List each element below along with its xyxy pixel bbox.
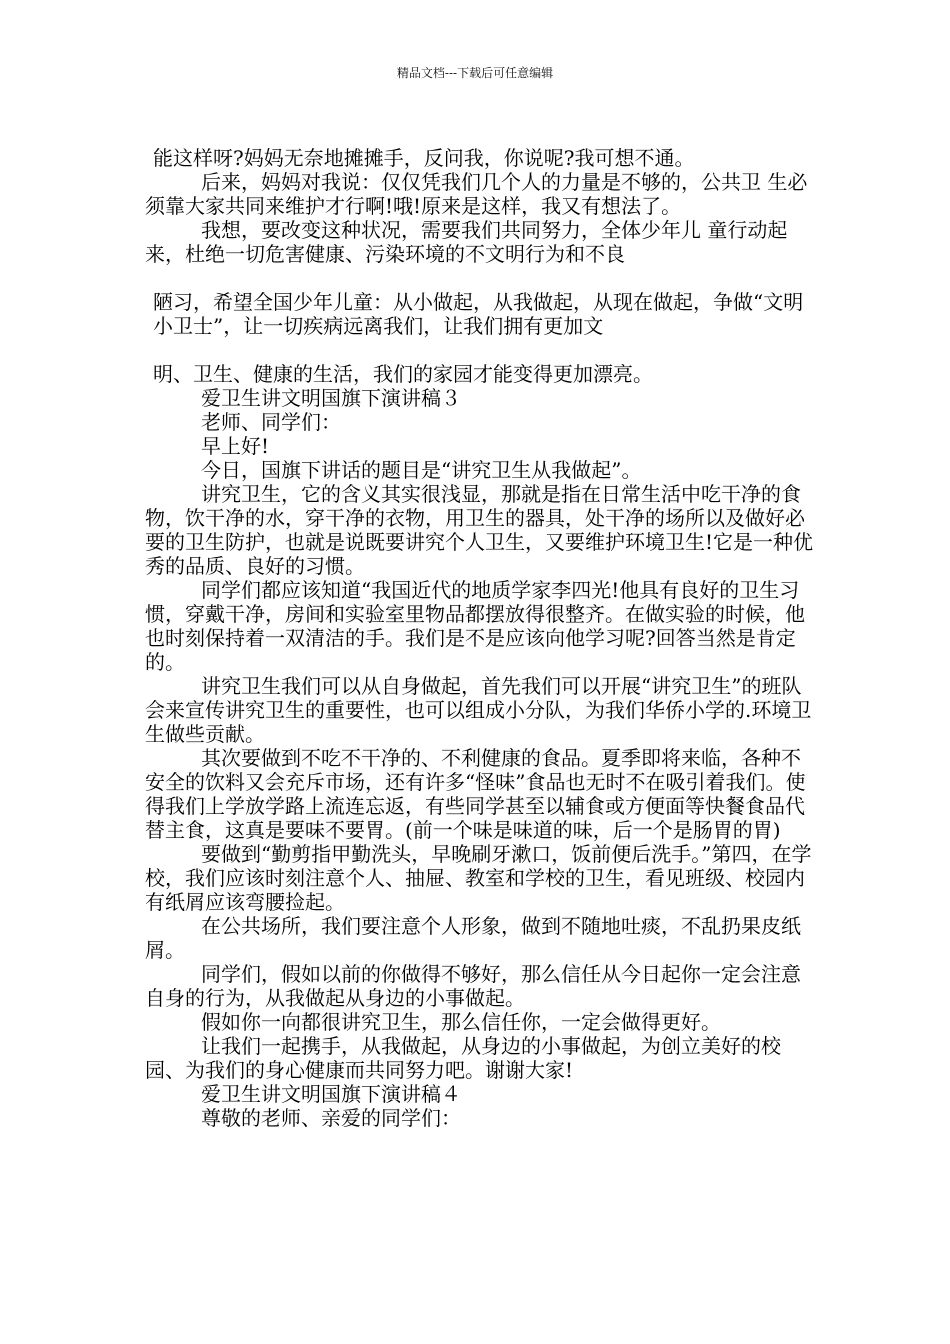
paragraph: 讲究卫生我们可以从自身做起，首先我们可以开展“讲究卫生”的班队会来宣传讲究卫生的重要性，也可以组成小分队，为我们华侨小学的.环境卫生做些贡献。 — [145, 674, 812, 746]
section-title: 爱卫生讲文明国旗下演讲稿４ — [201, 1082, 461, 1106]
paragraph: 早上好! — [201, 434, 270, 458]
paragraph: 老师、同学们： — [201, 410, 341, 434]
paragraph: 我想，要改变这种状况，需要我们共同努力，全体少年儿 童行动起来，杜绝一切危害健康、污染环境的不文明行为和不良 — [145, 218, 788, 266]
paragraph: 同学们，假如以前的你做得不够好，那么信任从今日起你一定会注意自身的行为，从我做起从身边的小事做起。 — [145, 962, 801, 1010]
paragraph: 在公共场所，我们要注意个人形象，做到不随地吐痰，不乱扔果皮纸屑。 — [145, 914, 801, 962]
paragraph: 其次要做到不吃不干净的、不利健康的食品。夏季即将来临，各种不安全的饮料又会充斥市场，还有许多“怪味”食品也无时不在吸引着我们。使得我们上学放学路上流连忘返，有些同学甚至以辅食或方便面等快餐食品代替主食，这真是要味不要胃。(前一个味是味道的味，后一个是肠胃的胃) — [145, 746, 806, 842]
paragraph: 让我们一起携手，从我做起，从身边的小事做起，为创立美好的校园、为我们的身心健康而共同努力吧。谢谢大家! — [145, 1034, 781, 1082]
paragraph: 尊敬的老师、亲爱的同学们： — [201, 1106, 461, 1130]
paragraph: 明、卫生、健康的生活，我们的家园才能变得更加漂亮。 — [153, 362, 653, 386]
paragraph: 同学们都应该知道“我国近代的地质学家李四光!他具有良好的卫生习惯，穿戴干净，房间和实验室里物品都摆放得很整齐。在做实验的时候，他也时刻保持着一双清洁的手。我们是不是应该向他学习呢?回答当然是肯定的。 — [145, 578, 805, 674]
paragraph: 要做到“勤剪指甲勤洗头，早晚刷牙漱口，饭前便后洗手。”第四，在学校，我们应该时刻注意个人、抽屉、教室和学校的卫生，看见班级、校园内有纸屑应该弯腰捡起。 — [145, 842, 812, 914]
paragraph: 讲究卫生，它的含义其实很浅显，那就是指在日常生活中吃干净的食物，饮干净的水，穿干净的衣物，用卫生的器具，处干净的场所以及做好必要的卫生防护，也就是说既要讲究个人卫生，又要维护环境卫生!它是一种优秀的品质、良好的习惯。 — [145, 482, 814, 578]
paragraph: 陋习，希望全国少年儿童：从小做起，从我做起，从现在做起，争做“文明小卫士”，让一切疾病远离我们，让我们拥有更加文 — [153, 290, 804, 338]
paragraph: 后来，妈妈对我说：仅仅凭我们几个人的力量是不够的，公共卫 生必须靠大家共同来维护才行啊!哦!原来是这样，我又有想法了。 — [145, 170, 808, 218]
paragraph: 能这样呀?妈妈无奈地摊摊手，反问我，你说呢?我可想不通。 — [153, 146, 695, 170]
document-body — [145, 146, 815, 1130]
section-title: 爱卫生讲文明国旗下演讲稿３ — [201, 386, 461, 410]
paragraph: 今日，国旗下讲话的题目是“讲究卫生从我做起”。 — [201, 458, 642, 482]
paragraph: 假如你一向都很讲究卫生，那么信任你，一定会做得更好。 — [201, 1010, 721, 1034]
page-header: 精品文档---下载后可任意编辑 — [396, 66, 554, 80]
